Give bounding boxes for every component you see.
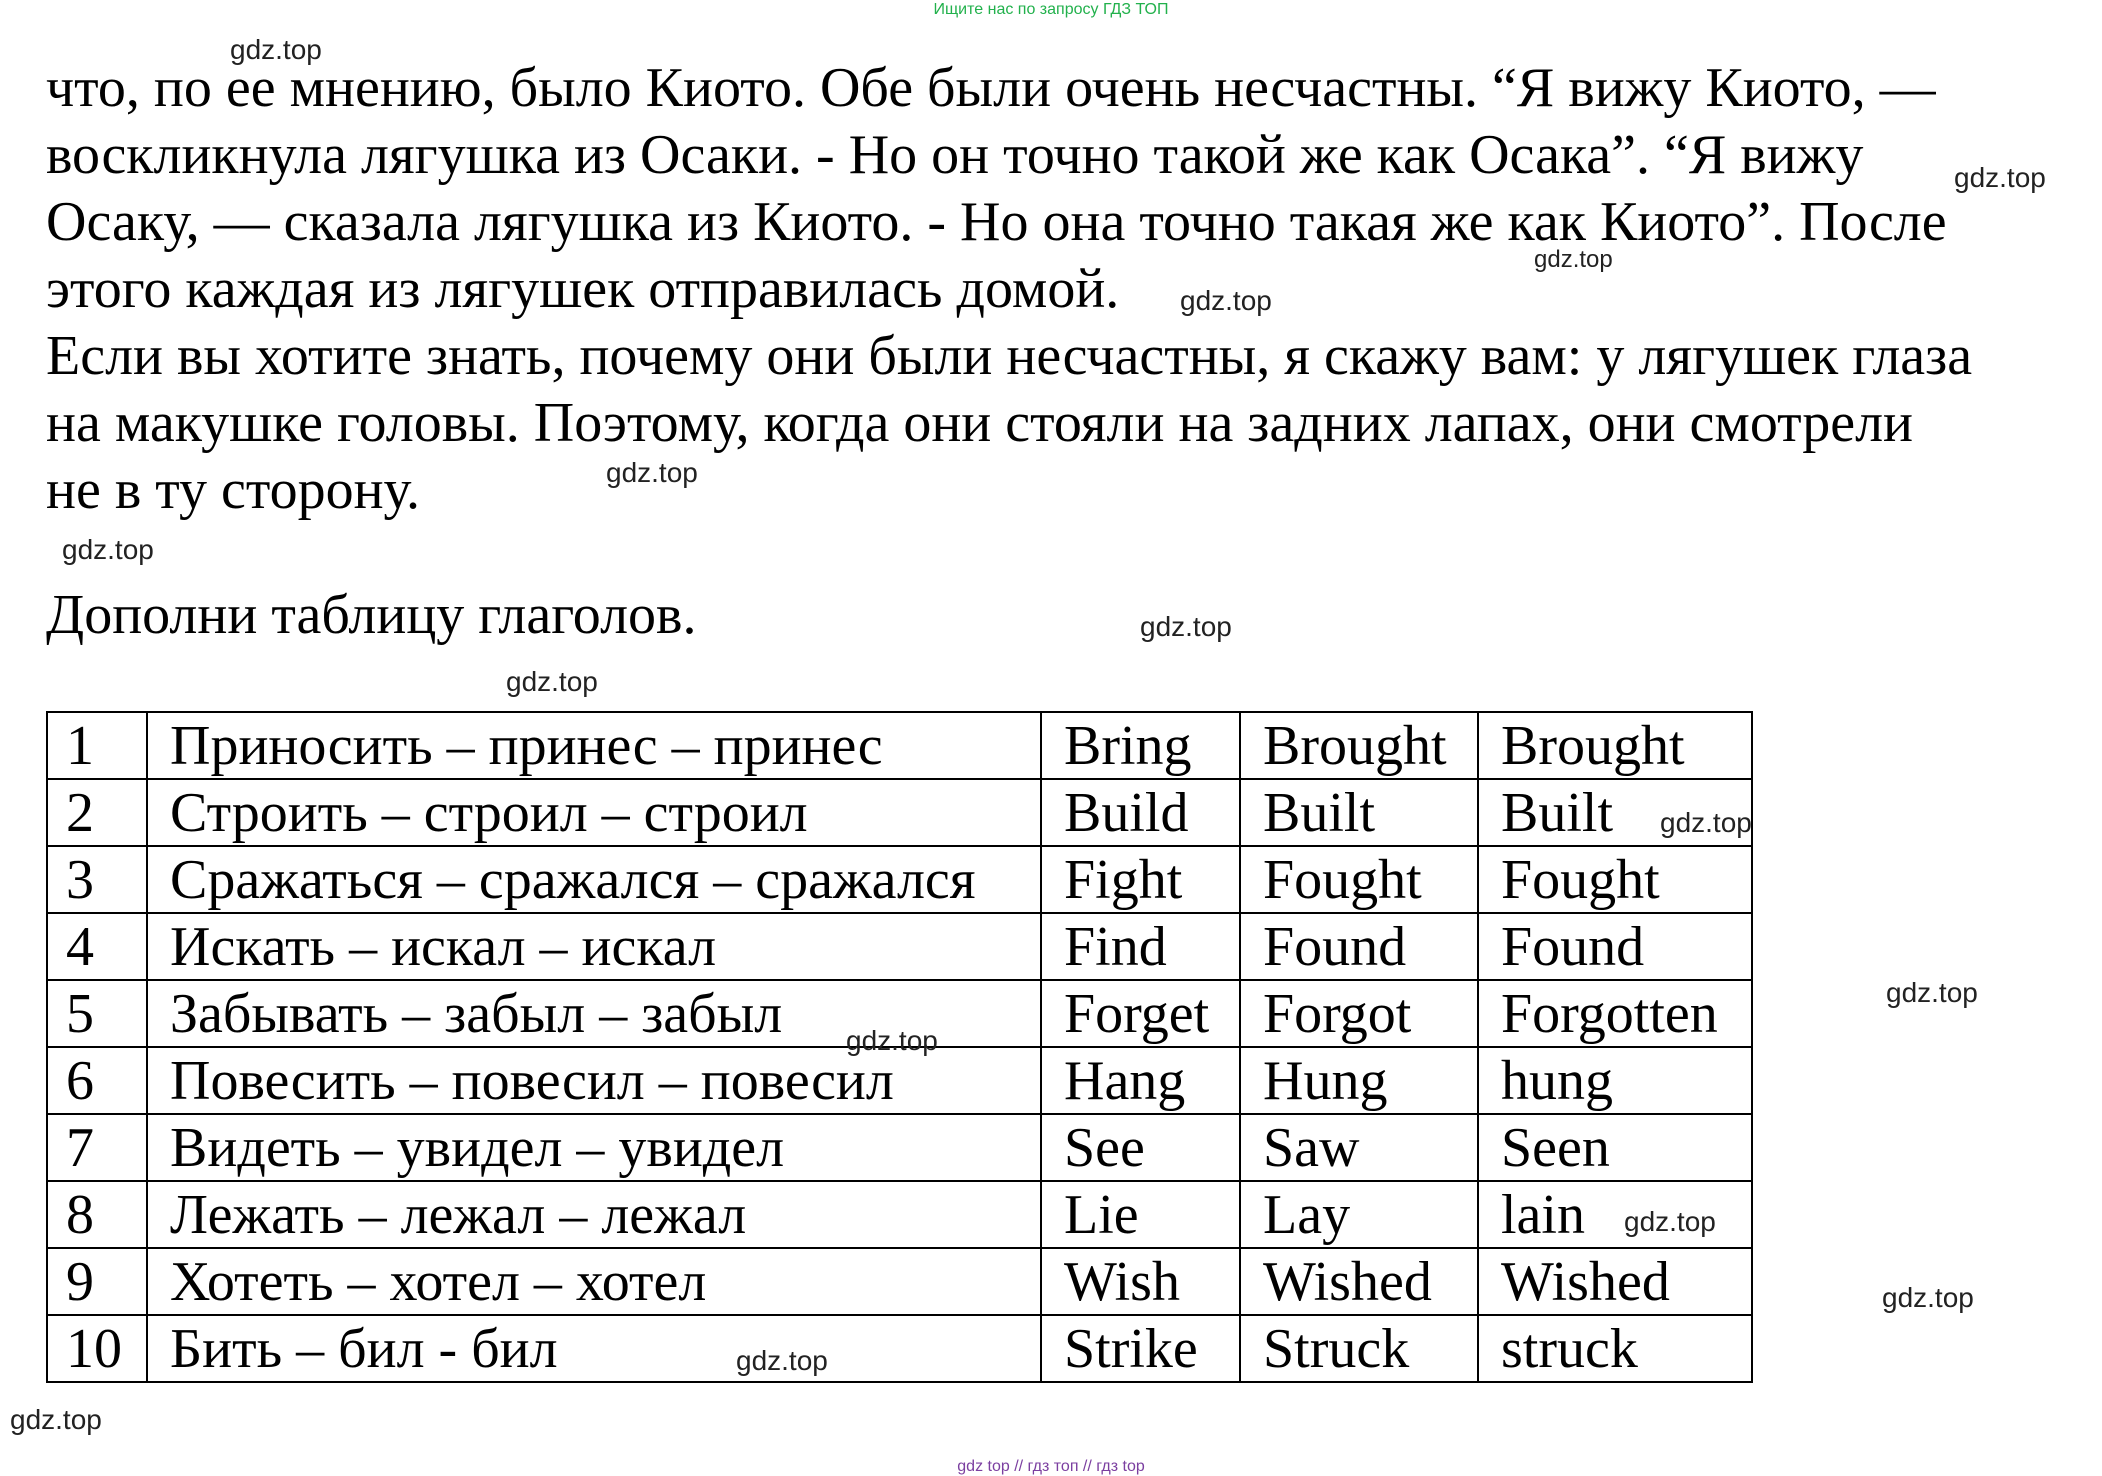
verb-past-participle: lain: [1478, 1181, 1752, 1248]
verb-past-participle: Found: [1478, 913, 1752, 980]
row-number: 5: [47, 980, 147, 1047]
russian-forms: Приносить – принес – принес: [147, 712, 1041, 779]
verb-past-participle: hung: [1478, 1047, 1752, 1114]
watermark: gdz.top: [1660, 807, 1752, 838]
verb-past-simple: Struck: [1240, 1315, 1478, 1382]
watermark: gdz.top: [10, 1404, 102, 1435]
watermark: gdz.top: [230, 34, 322, 65]
verb-past-participle: Fought: [1478, 846, 1752, 913]
watermark: gdz.top: [1882, 1282, 1974, 1313]
row-number: 4: [47, 913, 147, 980]
verb-past-simple: Brought: [1240, 712, 1478, 779]
verb-past-participle: Brought: [1478, 712, 1752, 779]
russian-forms: Повесить – повесил – повесил: [147, 1047, 1041, 1114]
russian-forms: Забывать – забыл – забыл: [147, 980, 1041, 1047]
verb-base-form: Lie: [1041, 1181, 1240, 1248]
watermark: gdz.top: [1886, 977, 1978, 1008]
row-number: 8: [47, 1181, 147, 1248]
watermark: gdz.top: [1140, 611, 1232, 642]
russian-forms: Лежать – лежал – лежал: [147, 1181, 1041, 1248]
verb-past-participle: Wished: [1478, 1248, 1752, 1315]
russian-forms: Искать – искал – искал: [147, 913, 1041, 980]
task-title: Дополни таблицу глаголов.: [46, 584, 697, 646]
verb-base-form: Forget: [1041, 980, 1240, 1047]
verb-past-simple: Fought: [1240, 846, 1478, 913]
table-row: [47, 1114, 1752, 1181]
table-row: [47, 913, 1752, 980]
verb-past-simple: Hung: [1240, 1047, 1478, 1114]
row-number: 9: [47, 1248, 147, 1315]
row-number: 2: [47, 779, 147, 846]
top-banner: Ищите нас по запросу ГДЗ ТОП: [933, 1, 1169, 18]
paragraph-line: не в ту сторону.: [46, 459, 420, 521]
row-number: 3: [47, 846, 147, 913]
verb-past-participle: Seen: [1478, 1114, 1752, 1181]
watermark: gdz.top: [1624, 1206, 1716, 1237]
russian-forms: Сражаться – сражался – сражался: [147, 846, 1041, 913]
table-row: [47, 1315, 1752, 1382]
table-row: [47, 846, 1752, 913]
verb-past-simple: Found: [1240, 913, 1478, 980]
verb-past-simple: Lay: [1240, 1181, 1478, 1248]
watermark: gdz.top: [846, 1025, 938, 1056]
verb-past-participle: Forgotten: [1478, 980, 1752, 1047]
russian-forms: Хотеть – хотел – хотел: [147, 1248, 1041, 1315]
paragraph-line: этого каждая из лягушек отправилась домой.: [46, 258, 1120, 320]
verb-base-form: Strike: [1041, 1315, 1240, 1382]
paragraph-line: воскликнула лягушка из Осаки. - Но он точно такой же как Осака”. “Я вижу: [46, 124, 1864, 186]
verb-base-form: Bring: [1041, 712, 1240, 779]
verb-base-form: Hang: [1041, 1047, 1240, 1114]
verb-past-simple: Wished: [1240, 1248, 1478, 1315]
verb-past-participle: struck: [1478, 1315, 1752, 1382]
paragraph-line: Осаку, — сказала лягушка из Киото. - Но она точно такая же как Киото”. После: [46, 191, 1947, 253]
table-row: [47, 1248, 1752, 1315]
paragraph-line: Если вы хотите знать, почему они были несчастны, я скажу вам: у лягушек глаза: [46, 325, 1973, 387]
watermark: gdz.top: [606, 457, 698, 488]
table-row: [47, 712, 1752, 779]
table-row: [47, 1047, 1752, 1114]
watermark: gdz.top: [62, 534, 154, 565]
table-row: [47, 779, 1752, 846]
verb-past-simple: Forgot: [1240, 980, 1478, 1047]
watermark: gdz.top: [1180, 285, 1272, 316]
row-number: 7: [47, 1114, 147, 1181]
verb-past-simple: Saw: [1240, 1114, 1478, 1181]
verb-base-form: Fight: [1041, 846, 1240, 913]
watermark: gdz.top: [1534, 246, 1613, 273]
verb-past-simple: Built: [1240, 779, 1478, 846]
russian-forms: Бить – бил - бил: [147, 1315, 1041, 1382]
watermark: gdz.top: [1954, 162, 2046, 193]
paragraph-line: что, по ее мнению, было Киото. Обе были очень несчастны. “Я вижу Киото, —: [46, 57, 1936, 119]
watermark: gdz.top: [736, 1345, 828, 1376]
verb-past-participle: Built: [1478, 779, 1752, 846]
table-row: [47, 1181, 1752, 1248]
verb-base-form: Wish: [1041, 1248, 1240, 1315]
verb-base-form: Build: [1041, 779, 1240, 846]
paragraph-line: на макушке головы. Поэтому, когда они стояли на задних лапах, они смотрели: [46, 392, 1914, 454]
watermark: gdz.top: [506, 666, 598, 697]
verb-base-form: See: [1041, 1114, 1240, 1181]
russian-forms: Видеть – увидел – увидел: [147, 1114, 1041, 1181]
verb-base-form: Find: [1041, 913, 1240, 980]
footer-watermark: gdz top // гдз топ // гдз top: [957, 1458, 1145, 1475]
row-number: 1: [47, 712, 147, 779]
row-number: 6: [47, 1047, 147, 1114]
russian-forms: Строить – строил – строил: [147, 779, 1041, 846]
row-number: 10: [47, 1315, 147, 1382]
